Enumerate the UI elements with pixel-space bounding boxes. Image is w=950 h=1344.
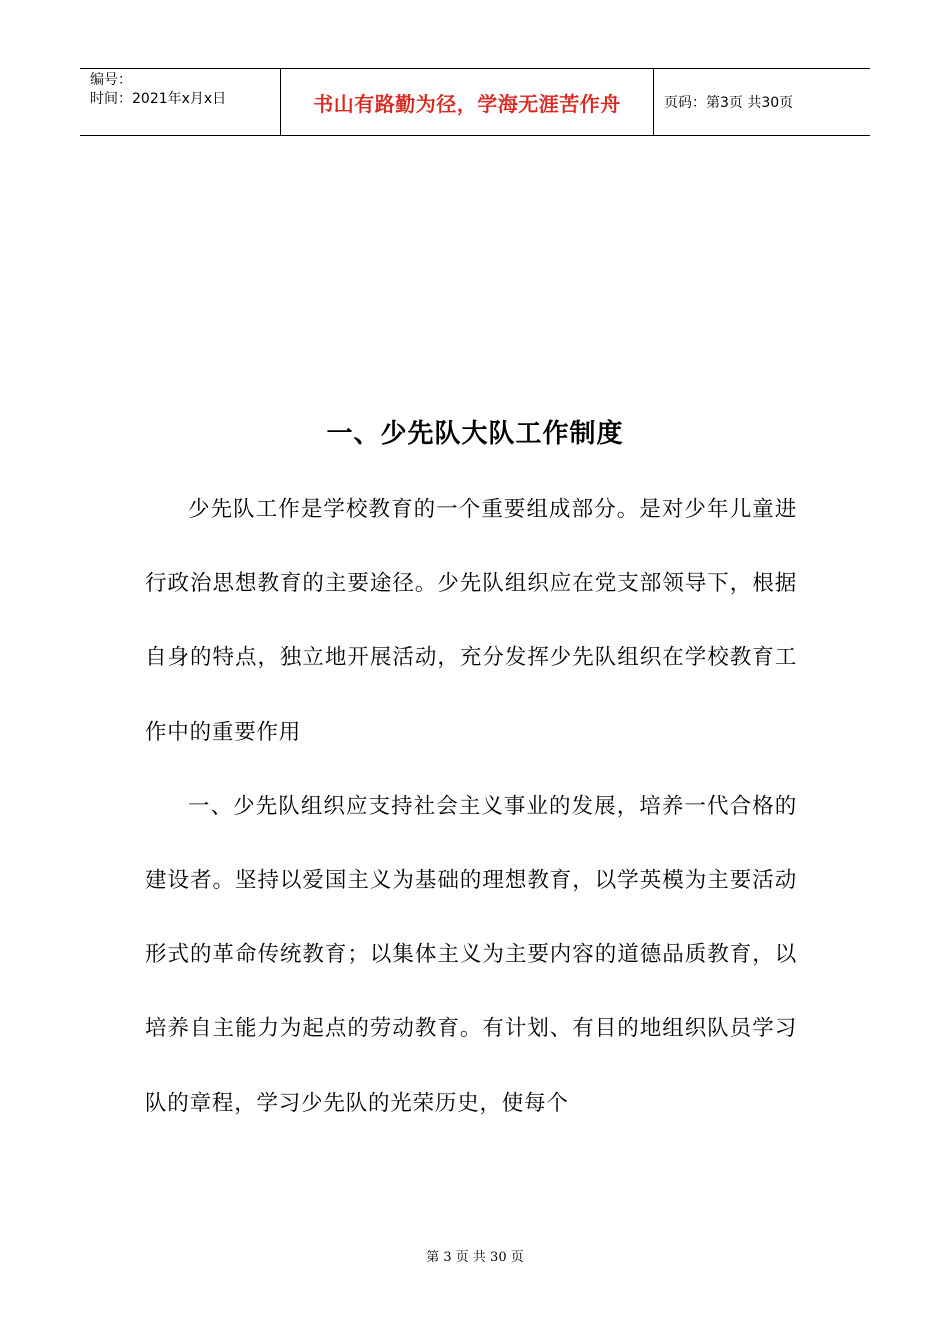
document-header: [80, 68, 870, 136]
page-footer: 第 3 页 共 30 页: [426, 1250, 524, 1265]
paragraph-2: 一、少先队组织应支持社会主义事业的发展，培养一代合格的建设者。坚持以爱国主义为基础的理想教育，以学英模为主要活动形式的革命传统教育；以集体主义为主要内容的道德品质教育，以培养自主能力为起点的劳动教育。有计划、有目的地组织队员学习队的章程，学习少先队的光荣历史，使每个: [145, 793, 797, 1116]
serial-number-label: 编号：: [90, 72, 132, 88]
header-page-info: 页码：第3页 共30页: [664, 95, 794, 111]
header-motto: 书山有路勤为径，学海无涯苦作舟: [281, 69, 654, 135]
header-meta-cell: [80, 69, 281, 135]
document-title: 一、少先队大队工作制度: [326, 419, 624, 449]
paragraph-1: 少先队工作是学校教育的一个重要组成部分。是对少年儿童进行政治思想教育的主要途径。少先队组织应在党支部领导下，根据自身的特点，独立地开展活动，充分发挥少先队组织在学校教育工作中的重要作用: [145, 497, 797, 745]
date-label: 时间：2021年x月x日: [90, 91, 227, 107]
document-body: [145, 473, 797, 1141]
